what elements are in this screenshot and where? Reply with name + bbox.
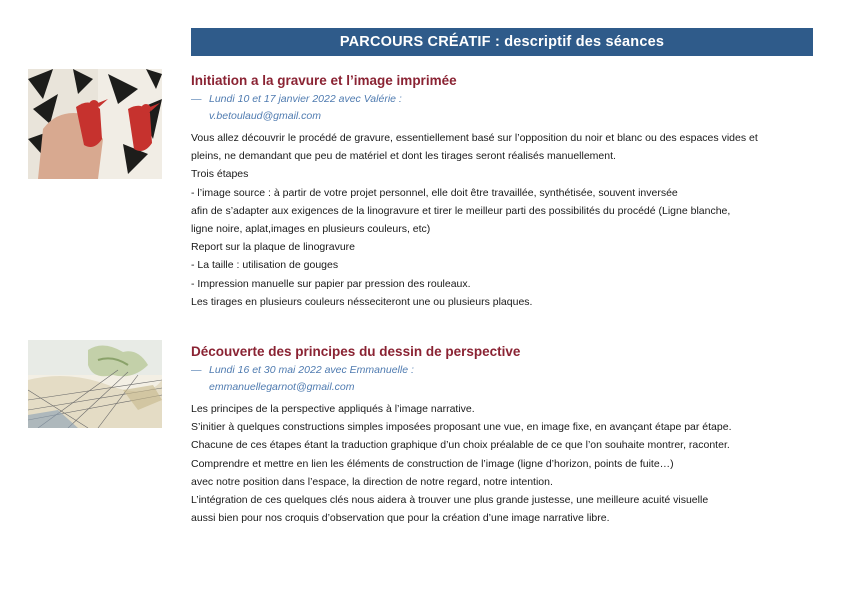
session-description xyxy=(191,400,821,527)
session-content xyxy=(191,343,821,527)
session-title: Initiation a la gravure et l’image imprimée xyxy=(191,73,457,88)
session-dates-text: Lundi 10 et 17 janvier 2022 avec Valérie : xyxy=(209,93,402,105)
description-line: - La taille : utilisation de gouges xyxy=(191,259,339,272)
description-line: - l’image source : à partir de votre projet personnel, elle doit être travaillée, synthétisée, souvent inversée xyxy=(191,186,678,199)
description-line: Les tirages en plusieurs couleurs nésseciteront une ou plusieurs plaques. xyxy=(191,295,533,308)
perspective-sketch-watercolor xyxy=(28,340,162,428)
description-line: Vous allez découvrir le procédé de gravure, essentiellement basé sur l’opposition du noir et blanc ou des espaces vides et xyxy=(191,132,758,144)
description-line: Les principes de la perspective appliqués à l’image narrative. xyxy=(191,403,475,415)
session-email[interactable]: emmanuellegarnot@gmail.com xyxy=(209,381,355,393)
dash: — xyxy=(191,93,202,105)
description-line: pleins, ne demandant que peu de matériel et dont les tirages seront réalisés manuellement. xyxy=(191,150,616,163)
page-banner: PARCOURS CRÉATIF : descriptif des séances xyxy=(191,28,813,56)
session-dates-text: Lundi 16 et 30 mai 2022 avec Emmanuelle : xyxy=(209,364,414,376)
description-line: Chacune de ces étapes étant la traduction graphique d’un choix préalable de ce que l’on souhaite montrer, raconter. xyxy=(191,439,730,452)
description-line: S’initier à quelques constructions simples imposées proposant une vue, en image fixe, en avançant étape par étape. xyxy=(191,421,732,434)
description-line: ligne noire, aplat,images en plusieurs couleurs, etc) xyxy=(191,223,431,236)
description-line: Trois étapes xyxy=(191,168,249,181)
session-dates xyxy=(191,92,821,106)
description-line: L’intégration de ces quelques clés nous aidera à trouver une plus grande justesse, une meilleure acuité visuelle xyxy=(191,494,709,507)
session-content xyxy=(191,72,821,311)
description-line: aussi bien pour nos croquis d’observation que pour la création d’une image narrative libre. xyxy=(191,512,610,525)
dash: — xyxy=(191,364,202,376)
description-line: Report sur la plaque de linogravure xyxy=(191,241,356,254)
description-line: afin de s’adapter aux exigences de la linogravure et tirer le meilleur parti des possibilités du procédé (Ligne blanche, xyxy=(191,204,731,217)
session-email[interactable]: v.betoulaud@gmail.com xyxy=(209,110,322,122)
session-description xyxy=(191,129,821,311)
session-dates xyxy=(191,363,821,377)
description-line: - Impression manuelle sur papier par pression des rouleaux. xyxy=(191,277,471,290)
description-line: Comprendre et mettre en lien les éléments de construction de l’image (ligne d’horizon, points de fuite…) xyxy=(191,457,674,470)
session-title: Découverte des principes du dessin de perspective xyxy=(191,344,521,359)
linocut-birds-photo xyxy=(28,69,162,179)
description-line: avec notre position dans l’espace, la direction de notre regard, notre intention. xyxy=(191,475,553,488)
